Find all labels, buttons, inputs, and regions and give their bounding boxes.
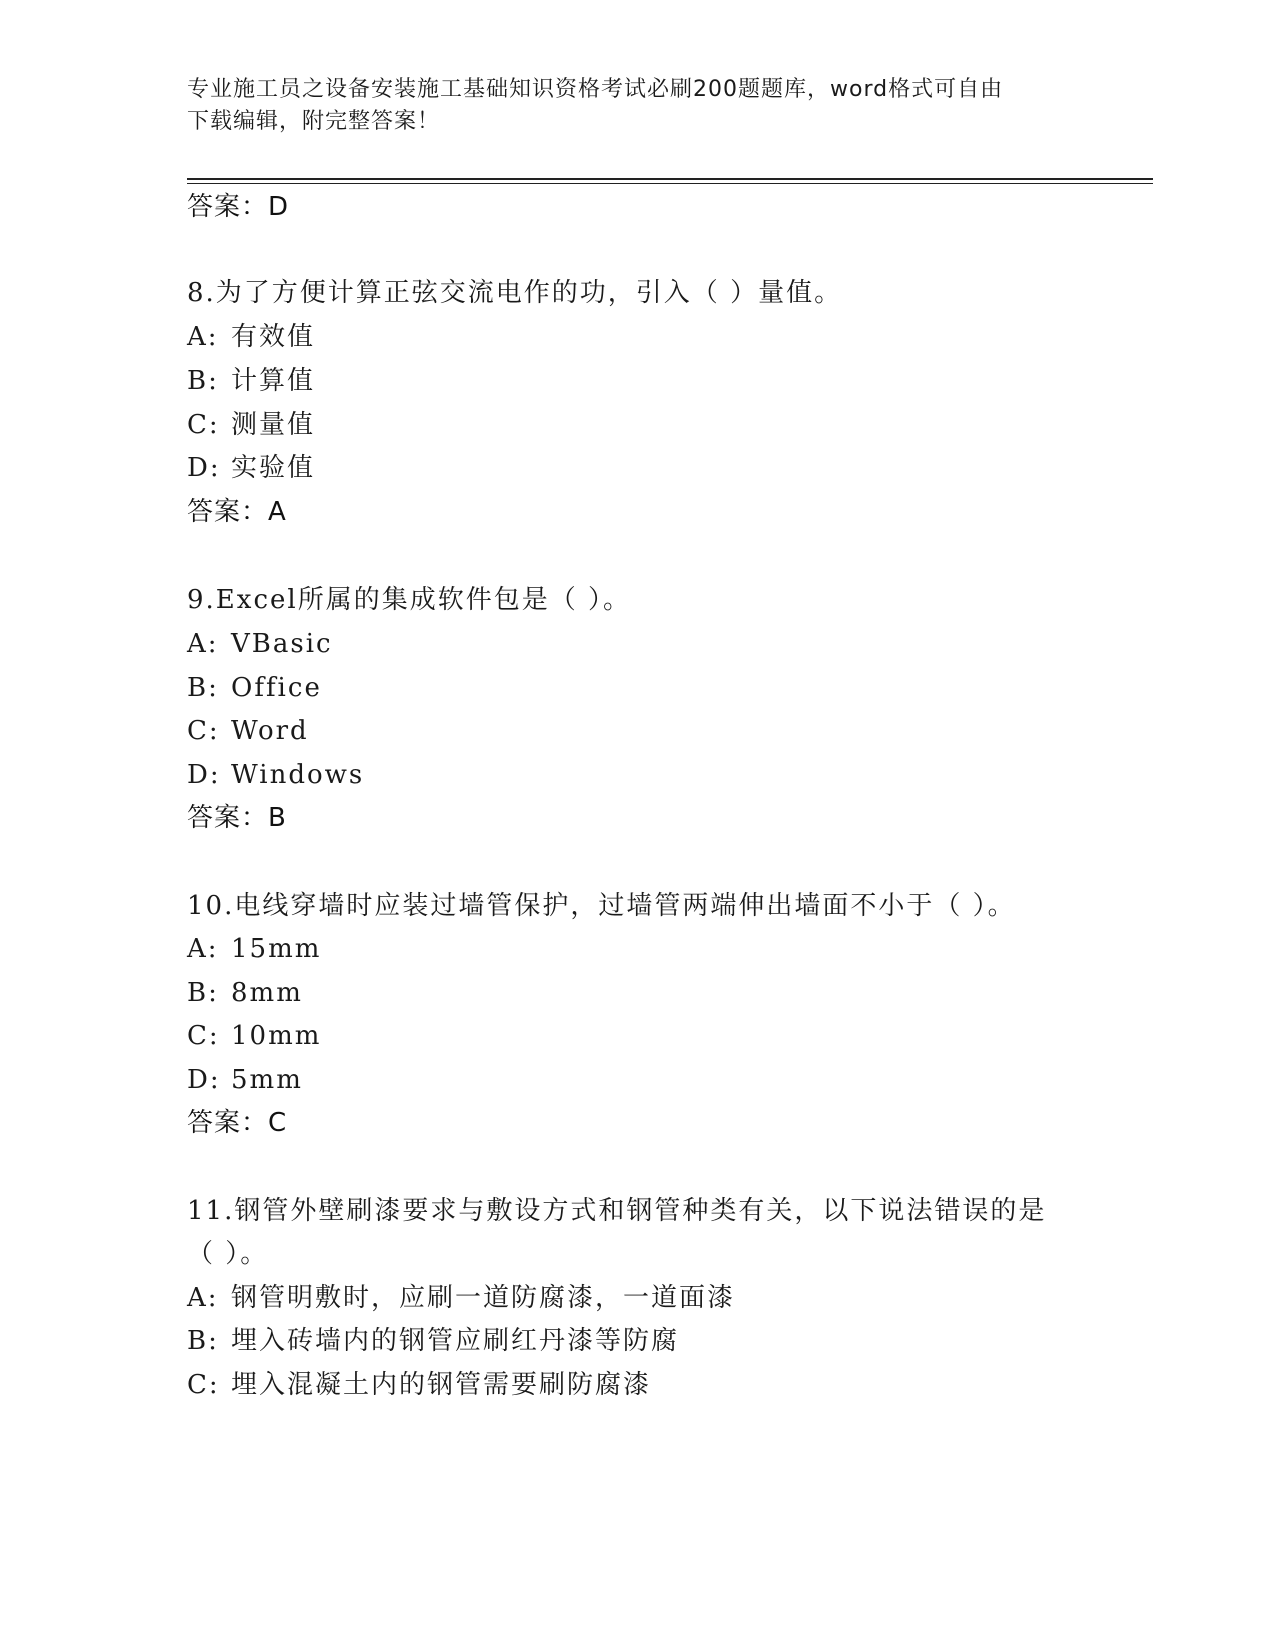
option-letter: A: xyxy=(187,934,219,964)
option-letter: C: xyxy=(187,1370,220,1400)
option-text: 钢管明敷时，应刷一道防腐漆，一道面漆 xyxy=(231,1283,736,1313)
option-c xyxy=(187,1019,321,1053)
option-letter: C: xyxy=(187,716,220,746)
option-text: 5mm xyxy=(231,1065,303,1095)
option-text: Windows xyxy=(231,760,365,790)
option-c xyxy=(187,714,309,748)
option-d xyxy=(187,758,364,792)
option-b xyxy=(187,364,315,398)
option-text: 有效值 xyxy=(231,322,316,352)
option-letter: D: xyxy=(187,453,221,483)
option-text: 实验值 xyxy=(231,453,316,483)
option-text: 埋入混凝土内的钢管需要刷防腐漆 xyxy=(231,1370,652,1400)
option-d xyxy=(187,451,315,485)
answer-label: 答案：A xyxy=(187,497,287,527)
option-letter: A: xyxy=(187,322,219,352)
question-stem: 8.为了方便计算正弦交流电作的功，引入（ ）量值。 xyxy=(187,278,843,308)
option-letter: A: xyxy=(187,629,219,659)
option-a xyxy=(187,320,315,354)
option-text: Office xyxy=(231,673,322,703)
option-d xyxy=(187,1063,303,1097)
option-text: 测量值 xyxy=(231,410,316,440)
question-stem: 9.Excel所属的集成软件包是（ ）。 xyxy=(187,585,631,615)
option-text: 15mm xyxy=(231,934,322,964)
header-line-1: 专业施工员之设备安装施工基础知识资格考试必刷200题题库，word格式可自由 xyxy=(187,77,1004,102)
option-letter: B: xyxy=(187,1326,219,1356)
option-text: 8mm xyxy=(231,978,303,1008)
option-text: 计算值 xyxy=(231,366,316,396)
answer-label: 答案：D xyxy=(187,192,290,222)
answer-label: 答案：B xyxy=(187,803,287,833)
option-c xyxy=(187,1368,651,1402)
header-rule xyxy=(187,178,1153,180)
option-letter: D: xyxy=(187,1065,221,1095)
header-line-2: 下载编辑，附完整答案！ xyxy=(187,109,441,134)
option-b xyxy=(187,1324,679,1358)
option-a xyxy=(187,627,333,661)
option-text: VBasic xyxy=(231,629,333,659)
answer-label: 答案：C xyxy=(187,1108,288,1138)
option-c xyxy=(187,408,315,442)
option-letter: C: xyxy=(187,1021,220,1051)
option-letter: B: xyxy=(187,978,219,1008)
question-stem-cont: （ ）。 xyxy=(187,1239,269,1269)
option-b xyxy=(187,671,322,705)
option-text: Word xyxy=(231,716,309,746)
option-letter: C: xyxy=(187,410,220,440)
option-text: 10mm xyxy=(231,1021,322,1051)
question-stem: 10.电线穿墙时应装过墙管保护，过墙管两端伸出墙面不小于（ ）。 xyxy=(187,891,1016,921)
option-text: 埋入砖墙内的钢管应刷红丹漆等防腐 xyxy=(231,1326,680,1356)
option-letter: A: xyxy=(187,1283,219,1313)
header-rule-thin xyxy=(187,183,1153,184)
option-letter: B: xyxy=(187,673,219,703)
option-letter: D: xyxy=(187,760,221,790)
option-letter: B: xyxy=(187,366,219,396)
option-a xyxy=(187,932,321,966)
option-a xyxy=(187,1281,735,1315)
option-b xyxy=(187,976,303,1010)
document-header xyxy=(187,74,1067,138)
question-stem: 11.钢管外壁刷漆要求与敷设方式和钢管种类有关，以下说法错误的是 xyxy=(187,1196,1047,1226)
